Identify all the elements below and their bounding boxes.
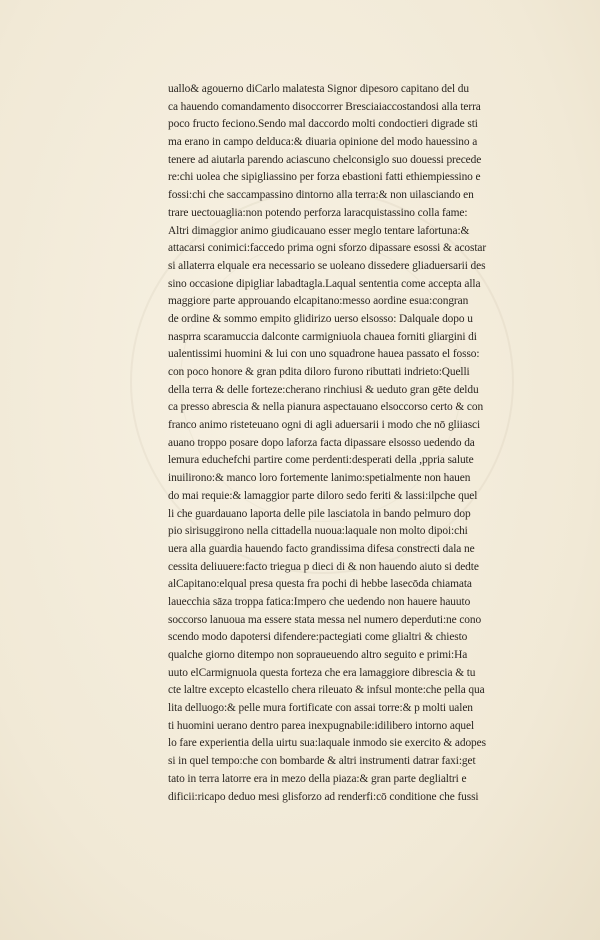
text-line: ma erano in campo delduca:& diuaria opinione del modo hauessino a [168, 136, 478, 149]
text-line: si allaterra elquale era necessario se uoleano dissedere gliaduersarii des [168, 259, 486, 272]
text-line: fossi:chi che saccampassino dintorno alla terra:& non uilasciando en [168, 189, 474, 202]
text-line: re:chi uolea che sipigliassino per forza ebastioni fatti ethiempiessino e [168, 171, 481, 184]
text-line: Altri dimaggior animo giudicauano esser meglo tentare lafortuna:& [168, 224, 470, 237]
text-line: ti huomini uerano dentro parea inexpugnabile:idilibero intorno aquel [168, 719, 475, 732]
text-line: tato in terra latorre era in mezo della piaza:& gran parte deglialtri e [168, 772, 467, 785]
text-line: della terra & delle forteze:cherano rinchiusi & ueduto gran gēte deldu [168, 383, 479, 396]
text-line: de ordine & sommo empito glidirizo uerso elsosso: Dalquale dopo u [168, 312, 473, 325]
text-line: poco fructo feciono.Sendo mal daccordo molti condoctieri digrade sti [168, 118, 478, 131]
text-line: con poco honore & gran pdita diloro furono ributtati indrieto:Quelli [168, 366, 470, 378]
text-line: cessita deliuuere:facto triegua p dieci di & non hauendo aiuto si dedte [168, 560, 479, 573]
text-line: ualentissimi huomini & lui con uno squadrone hauea passato el fosso: [168, 348, 480, 361]
text-column [168, 81, 568, 806]
text-line: do mai requie:& lamaggior parte diloro sedo feriti & lassi:ilpche quel [168, 489, 478, 502]
text-line: nasprra scaramuccia dalconte carmigniuola chauea forniti gliargini di [168, 330, 477, 343]
text-line: qualche giorno ditempo non sopraueuendo altro seguito e primi:Ha [168, 649, 468, 661]
text-line: uuto elCarmignuola questa forteza che era lamaggiore dibrescia & tu [168, 666, 476, 679]
text-line: maggiore parte approuando elcapitano:messo aordine esua:congran [168, 295, 469, 308]
text-line: alCapitano:elqual presa questa fra pochi di hebbe lasecōda chiamata [168, 578, 472, 591]
text-line: si in quel tempo:che con bombarde & altri instrumenti datrar faxi:get [168, 755, 476, 768]
text-line: scendo modo dapotersi difendere:pactegiati come glialtri & chiesto [168, 631, 468, 644]
text-line: inuilirono:& manco loro fortemente lanimo:spetialmente non hauen [168, 472, 471, 485]
text-line: uallo& agouerno diCarlo malatesta Signor dipesoro capitano del du [168, 83, 469, 95]
text-line: ca presso abrescia & nella pianura aspectauano elsoccorso certo & con [168, 401, 484, 414]
text-line: uera alla guardia hauendo facto grandissima difesa constrecti dala ne [168, 542, 475, 555]
text-line: tenere ad aiutarla parendo aciascuno chelconsiglo suo douessi precede [168, 153, 482, 166]
text-line: lauecchia sāza troppa fatica:Impero che uedendo non hauere hauuto [168, 595, 471, 608]
text-line: auano troppo posare dopo laforza facta dipassare elsosso uedendo da [168, 436, 475, 449]
text-line: attacarsi conimici:faccedo prima ogni sforzo dipassare esossi & acostar [168, 242, 487, 255]
text-line: soccorso lanuoua ma essere stata messa nel numero deperduti:ne cono [168, 613, 482, 626]
text-line: sino occasione dipigliar labadtagla.Laqual sententia come accepta alla [168, 277, 481, 290]
text-line: ca hauendo comandamento disoccorrer Bresciaiaccostandosi alla terra [168, 100, 481, 113]
text-line: cte laltre excepto elcastello chera rileuato & infsul monte:che pella qua [168, 684, 485, 697]
text-line: trare uectouaglia:non potendo perforza laracquistassino colla fame: [168, 206, 468, 219]
text-line: franco animo risteteuano ogni di agli aduersarii i modo che nō gliiasci [168, 419, 481, 432]
text-line: dificii:ricapo deduo mesi glisforzo ad renderfi:cō conditione che fussi [168, 790, 479, 803]
text-line: li che guardauano laporta delle pile lasciatola in bando pelmuro dop [168, 507, 471, 520]
text-line: pio sirisuggirono nella cittadella nuoua:laquale non molto dipoi:chi [168, 525, 468, 538]
text-line: lemura educhefchi partire come perdenti:desperati della ,ppria salute [168, 454, 474, 467]
text-line: lita delluogo:& pelle mura fortificate con assai torre:& p molti ualen [168, 702, 473, 715]
text-line: lo fare experientia della uirtu sua:laquale inmodo sie exercito & adopes [168, 737, 486, 750]
